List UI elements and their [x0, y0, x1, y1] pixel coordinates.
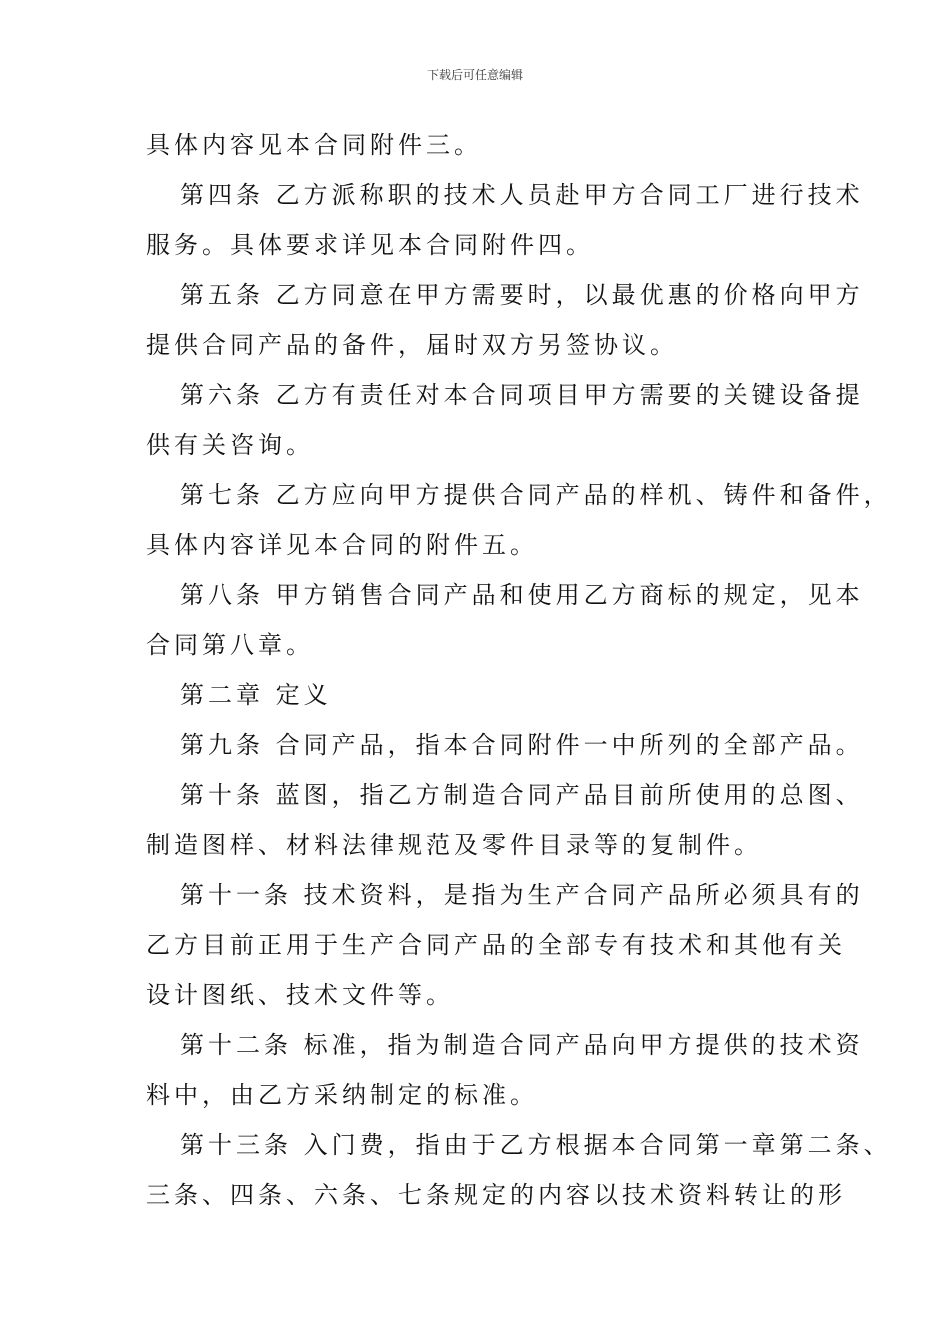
text-line: 第五条 乙方同意在甲方需要时，以最优惠的价格向甲方	[180, 281, 864, 309]
chapter-heading: 第二章 定义	[180, 681, 332, 709]
text-line: 料中，由乙方采纳制定的标准。	[146, 1081, 538, 1109]
header-note: 下载后可任意编辑	[426, 68, 523, 82]
text-line: 第十三条 入门费，指由于乙方根据本合同第一章第二条、	[180, 1131, 892, 1159]
contract-body	[146, 120, 892, 1220]
text-line: 三条、四条、六条、七条规定的内容以技术资料转让的形	[146, 1181, 846, 1209]
text-line: 乙方目前正用于生产合同产品的全部专有技术和其他有关	[146, 931, 846, 959]
text-line: 第六条 乙方有责任对本合同项目甲方需要的关键设备提	[180, 381, 864, 409]
text-line: 制造图样、材料法律规范及零件目录等的复制件。	[146, 831, 762, 859]
text-line: 服务。具体要求详见本合同附件四。	[146, 231, 594, 259]
text-line: 具体内容见本合同附件三。	[146, 131, 482, 159]
text-line: 第八条 甲方销售合同产品和使用乙方商标的规定，见本	[180, 581, 864, 609]
text-line: 提供合同产品的备件，届时双方另签协议。	[146, 331, 678, 359]
text-line: 第四条 乙方派称职的技术人员赴甲方合同工厂进行技术	[180, 181, 864, 209]
text-line: 第七条 乙方应向甲方提供合同产品的样机、铸件和备件，	[180, 481, 892, 509]
text-line: 第十一条 技术资料，是指为生产合同产品所必须具有的	[180, 881, 864, 909]
text-line: 设计图纸、技术文件等。	[146, 981, 454, 1009]
text-line: 第十二条 标准，指为制造合同产品向甲方提供的技术资	[180, 1031, 864, 1059]
text-line: 第九条 合同产品，指本合同附件一中所列的全部产品。	[180, 731, 864, 759]
text-line: 第十条 蓝图，指乙方制造合同产品目前所使用的总图、	[180, 781, 864, 809]
text-line: 合同第八章。	[146, 631, 314, 659]
text-line: 具体内容详见本合同的附件五。	[146, 531, 538, 559]
text-line: 供有关咨询。	[146, 431, 314, 459]
